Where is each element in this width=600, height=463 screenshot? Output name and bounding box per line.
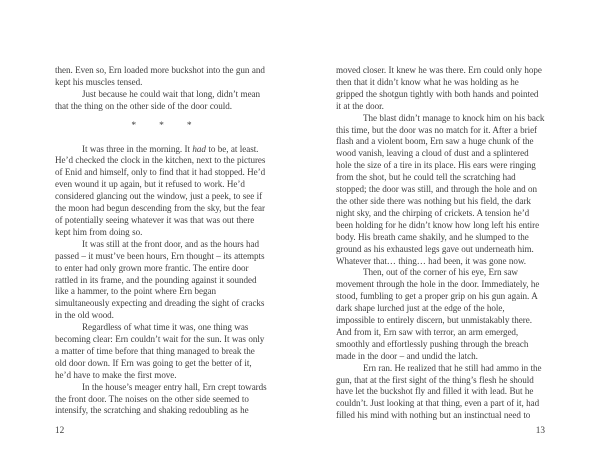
paragraph	[55, 322, 268, 382]
page-left	[55, 65, 268, 417]
page-right	[336, 65, 545, 422]
asterisk: *	[159, 120, 164, 131]
text-run: The blast didn’t manage to knock him on his back this time, but the door was no match for it. After a brief flash and a violent boom, Ern saw a huge chunk of the wood vanish, leaving a cloud of dust and a splintered hole the size of a tire in its place. His ears were ringing from the shot, but he could tell the scratching had stopped; the door was still, and through the hole and on the other side there was nothing but his field, the dark night sky, and the chirping of crickets. A tension he’d been holding for he didn’t know how long left his entire body. His breath came shakily, and he slumped to the ground as his exhausted legs gave out underneath him. Whatever that… thing… had been, it was gone now.	[336, 112, 545, 266]
paragraph	[336, 65, 545, 113]
text-run: It was three in the morning. It	[82, 143, 193, 154]
text-run: Just because he could wait that long, didn’t mean that the thing on the other side of the door could.	[55, 88, 261, 111]
asterisk: *	[131, 120, 137, 131]
paragraph	[55, 144, 268, 239]
page-number-left: 12	[55, 426, 65, 436]
text-run: Ern ran. He realized that he still had ammo in the gun, that at the first sight of the thing’s flesh he should have let the buckshot fly and filled it with lead. But he couldn’t. Just looking at that thing, even a part of it, had filled his mind with nothing but an instinctual need to	[336, 362, 542, 421]
text-run: moved closer. It knew he was there. Ern could only hope then that it didn’t know what he was holding as he gripped the shotgun tightly with both hands and pointed it at the door.	[336, 65, 542, 111]
asterisk: *	[186, 120, 192, 131]
paragraph	[336, 363, 545, 423]
text-run: Then, out of the corner of his eye, Ern saw movement through the hole in the door. Immediately, he stood, fumbling to get a proper grip on his gun again. A dark shape lurched just at the edge of the hole, impossible to entirely discern, but unmistakably there. And from it, Ern saw with terror, an arm emerged, smoothly and effortlessly pushing through the breach made in the door – and undid the latch.	[336, 267, 540, 361]
page-number-right: 13	[535, 426, 545, 436]
paragraph	[55, 239, 268, 322]
paragraph	[55, 65, 268, 89]
paragraph	[336, 113, 545, 268]
text-run: then. Even so, Ern loaded more buckshot into the gun and kept his muscles tensed.	[55, 65, 265, 87]
paragraph	[336, 267, 545, 362]
italic-text-run: had	[192, 143, 206, 154]
text-run: Regardless of what time it was, one thing was becoming clear: Ern couldn’t wait for the sun. It was only a matter of time before that thing managed to break the old door down. If Ern was going to get the better of it, he’d have to make the first move.	[55, 322, 265, 380]
text-run: to be, at least. He’d checked the clock in the kitchen, next to the pictures of Enid and himself, only to find that it had stopped. He’d even wound it up again, but it refused to work. He’d considered glancing out the window, just a peek, to see if the moon had begun descending from the sky, but the fear of potentially seeing whatever it was that was out there kept him from doing so.	[55, 143, 266, 237]
section-break	[55, 121, 268, 133]
text-run: In the house’s meager entry hall, Ern crept towards the front door. The noises on the other side seemed to intensify, the scratching and shaking redoubling as he	[55, 381, 267, 416]
text-run: It was still at the front door, and as the hours had passed – it must’ve been hours, Ern thought – its attempts to enter had only grown more frantic. The entire door rattled in its frame, and the pounding against it sounded like a hammer, to the point where Ern began simultaneously expecting and dreading the sight of cracks in the old wood.	[55, 238, 265, 321]
paragraph	[55, 89, 268, 113]
paragraph	[55, 382, 268, 418]
